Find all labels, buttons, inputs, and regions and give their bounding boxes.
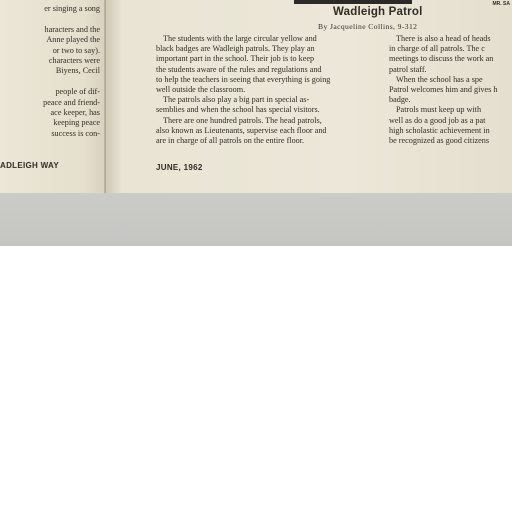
photo-strip <box>294 0 412 4</box>
column-1-line: There are one hundred patrols. The head patrols, <box>163 115 322 125</box>
article-footer-date: JUNE, 1962 <box>156 163 203 172</box>
article-column-1 <box>156 34 330 146</box>
column-2-line: in charge of all patrols. The c <box>389 44 485 54</box>
left-line: people of dif- <box>55 87 100 97</box>
column-2-line: badge. <box>389 95 411 105</box>
column-1-line: semblies and when the school has special visitors. <box>156 105 320 115</box>
column-2-line: patrol staff. <box>389 64 427 74</box>
column-1-line: well outside the classroom. <box>156 84 246 94</box>
left-line: haracters and the <box>44 24 100 34</box>
column-1-line: to help the teachers in seeing that everything is going <box>156 74 331 84</box>
column-2-line: Patrols must keep up with <box>396 105 482 115</box>
column-1-line: The students with the large circular yellow and <box>163 34 317 43</box>
right-page <box>106 0 512 193</box>
left-line: or two to say). <box>52 45 100 55</box>
table-surface <box>0 193 512 246</box>
corner-caption: MR. SA <box>492 1 510 7</box>
document-photo <box>0 0 512 246</box>
article-column-2 <box>389 34 497 146</box>
left-line: success is con- <box>51 128 100 138</box>
column-2-line: There is also a head of heads <box>396 34 491 43</box>
column-2-line: meetings to discuss the work an <box>389 54 494 64</box>
left-line: ace keeper, has <box>50 108 100 118</box>
article-byline: By Jacqueline Collins, 9-312 <box>318 22 418 31</box>
column-1-line: the students aware of the rules and regulations and <box>156 64 322 74</box>
article-title: Wadleigh Patrol <box>333 6 423 18</box>
column-2-line: be recognized as good citizens <box>389 135 490 145</box>
column-1-line: also known as Lieutenants, supervise each floor and <box>156 125 327 135</box>
left-line: Biyens, Cecil <box>55 66 100 76</box>
column-1-line: The patrols also play a big part in special as- <box>163 95 310 105</box>
left-line <box>43 77 100 87</box>
left-page <box>0 0 106 196</box>
left-line: keeping peace <box>53 118 100 128</box>
left-line: characters were <box>48 56 100 66</box>
column-1-line: black badges are Wadleigh patrols. They play an <box>156 44 315 54</box>
column-2-line: high scholastic achievement in <box>389 125 490 135</box>
left-line: peace and friend- <box>43 97 100 107</box>
left-line <box>43 14 100 24</box>
column-2-line: well as do a good job as a pat <box>389 115 486 125</box>
left-line: er singing a song <box>44 4 100 13</box>
left-page-footer: ADLEIGH WAY <box>0 161 60 170</box>
column-2-line: When the school has a spe <box>396 74 483 84</box>
left-page-text <box>43 4 100 139</box>
column-1-line: are in charge of all patrols on the entire floor. <box>156 135 305 145</box>
column-1-line: important part in the school. Their job is to keep <box>156 54 315 64</box>
column-2-line: Patrol welcomes him and gives h <box>389 84 498 94</box>
left-line: Anne played the <box>46 35 100 45</box>
